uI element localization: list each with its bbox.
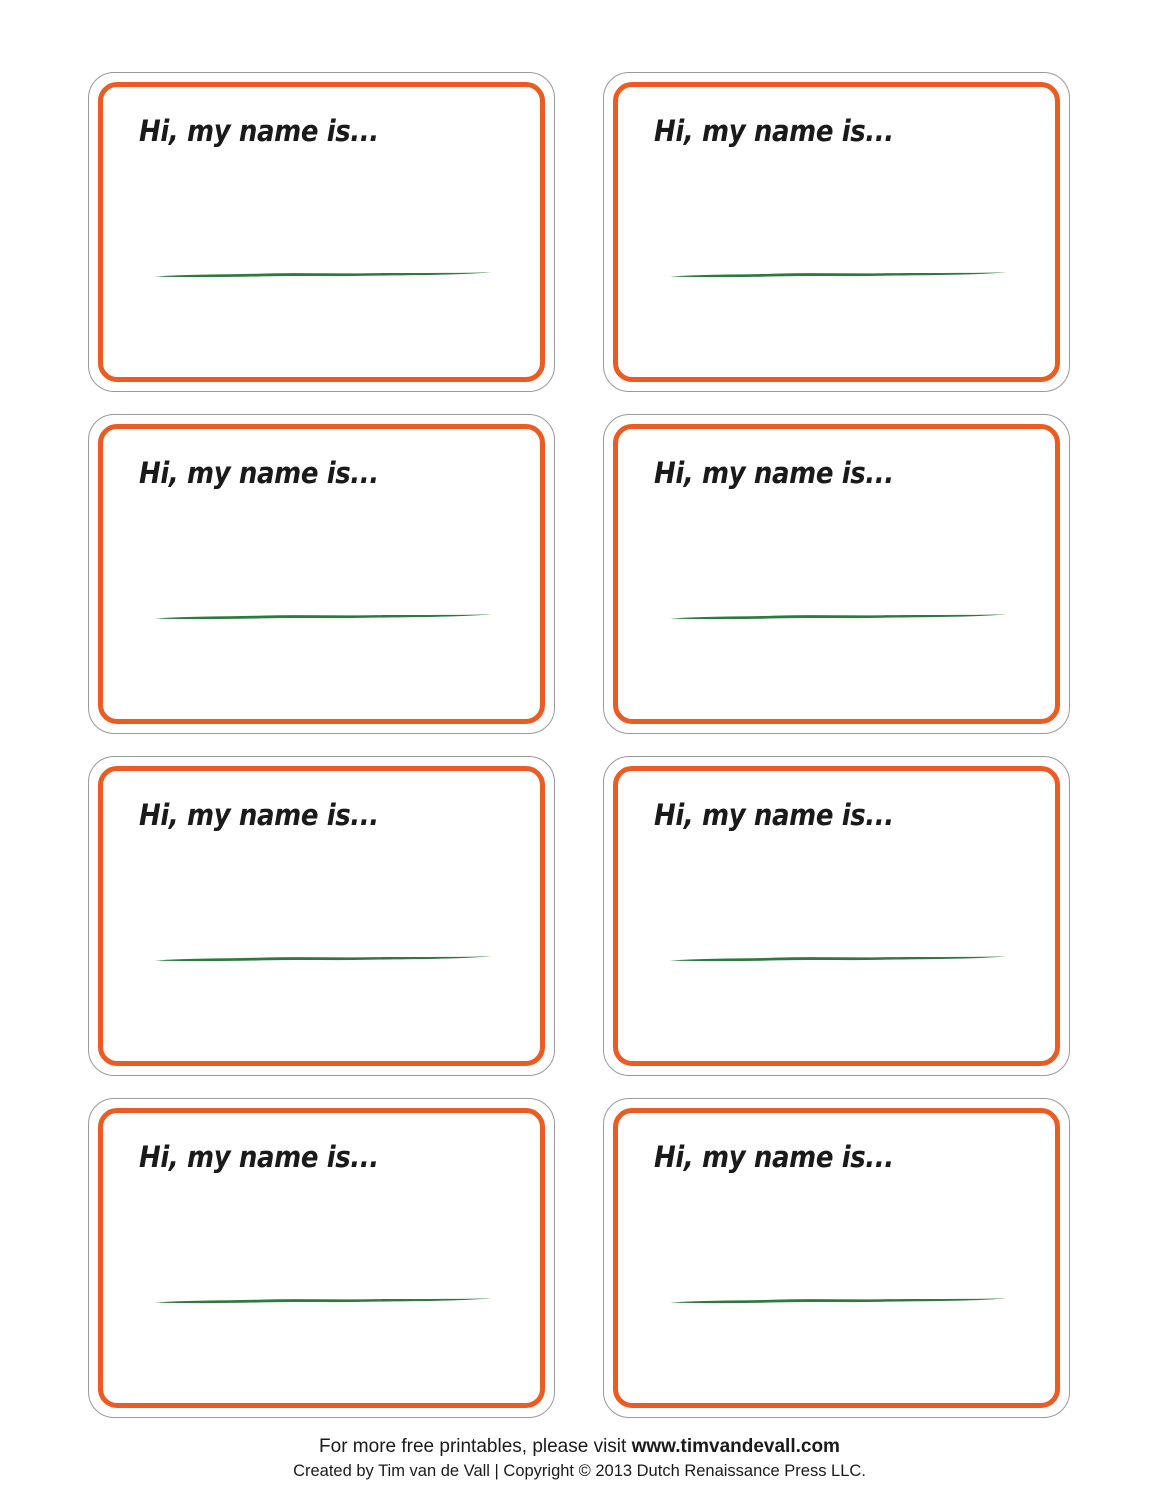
signature-line bbox=[153, 611, 494, 623]
name-tag-label: Hi, my name is... bbox=[654, 799, 894, 833]
footer bbox=[0, 1434, 1159, 1482]
name-tag-label: Hi, my name is... bbox=[139, 457, 379, 491]
name-tag-border bbox=[98, 424, 545, 724]
footer-copyright: Created by Tim van de Vall | Copyright © 2013 Dutch Renaissance Press LLC. bbox=[293, 1462, 866, 1480]
name-tag bbox=[603, 756, 1070, 1076]
name-tag-label: Hi, my name is... bbox=[654, 457, 894, 491]
name-tag bbox=[603, 414, 1070, 734]
name-tag-label: Hi, my name is... bbox=[654, 1141, 894, 1175]
footer-promo-text: For more free printables, please visit bbox=[319, 1436, 632, 1457]
footer-website-link[interactable]: www.timvandevall.com bbox=[631, 1436, 840, 1457]
signature-line bbox=[153, 953, 494, 965]
name-tag bbox=[88, 414, 555, 734]
signature-line bbox=[668, 611, 1009, 623]
name-tag bbox=[88, 72, 555, 392]
name-tag-border bbox=[613, 766, 1060, 1066]
name-tag-label: Hi, my name is... bbox=[139, 1141, 379, 1175]
name-tag bbox=[88, 1098, 555, 1418]
name-tag-border bbox=[98, 766, 545, 1066]
name-tag bbox=[603, 1098, 1070, 1418]
name-tag bbox=[603, 72, 1070, 392]
name-tag bbox=[88, 756, 555, 1076]
name-tag-border bbox=[613, 424, 1060, 724]
footer-promo-line bbox=[0, 1434, 1159, 1460]
name-tag-label: Hi, my name is... bbox=[654, 115, 894, 149]
name-tag-border bbox=[613, 82, 1060, 382]
signature-line bbox=[668, 953, 1009, 965]
name-tag-border bbox=[613, 1108, 1060, 1408]
signature-line bbox=[668, 1295, 1009, 1307]
signature-line bbox=[153, 269, 494, 281]
signature-line bbox=[153, 1295, 494, 1307]
signature-line bbox=[668, 269, 1009, 281]
name-tag-border bbox=[98, 82, 545, 382]
name-tag-label: Hi, my name is... bbox=[139, 115, 379, 149]
name-tag-label: Hi, my name is... bbox=[139, 799, 379, 833]
name-tag-border bbox=[98, 1108, 545, 1408]
name-tag-grid bbox=[88, 72, 1070, 1440]
